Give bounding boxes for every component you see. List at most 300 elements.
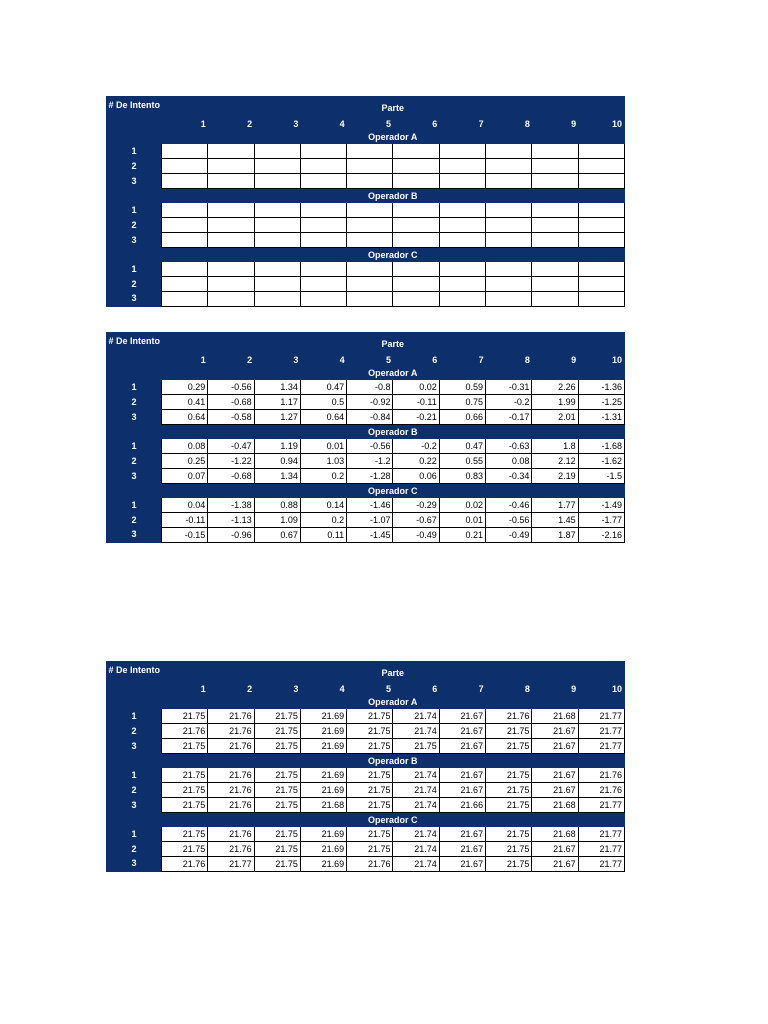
data-cell[interactable]: 0.55 bbox=[439, 454, 485, 469]
data-cell[interactable]: -0.92 bbox=[347, 395, 393, 410]
data-cell[interactable]: 21.75 bbox=[347, 827, 393, 842]
data-cell[interactable] bbox=[439, 262, 485, 277]
data-cell[interactable] bbox=[439, 292, 485, 307]
data-cell[interactable] bbox=[208, 233, 254, 248]
data-cell[interactable]: 21.75 bbox=[162, 709, 208, 724]
data-cell[interactable] bbox=[393, 203, 439, 218]
data-cell[interactable]: 21.75 bbox=[486, 724, 532, 739]
data-cell[interactable]: 21.76 bbox=[208, 739, 254, 754]
data-cell[interactable]: 21.68 bbox=[532, 827, 578, 842]
data-cell[interactable] bbox=[208, 277, 254, 292]
data-cell[interactable]: 0.94 bbox=[254, 454, 300, 469]
attempt-number-header: # De Intento bbox=[107, 662, 162, 696]
data-cell[interactable]: 21.67 bbox=[532, 857, 578, 872]
data-cell[interactable] bbox=[254, 233, 300, 248]
attempt-number-header: # De Intento bbox=[107, 97, 162, 131]
data-cell[interactable] bbox=[300, 218, 346, 233]
data-cell[interactable] bbox=[208, 292, 254, 307]
data-cell[interactable]: 21.75 bbox=[347, 798, 393, 813]
data-cell[interactable] bbox=[162, 277, 208, 292]
data-cell[interactable]: 1.34 bbox=[254, 469, 300, 484]
data-cell[interactable]: 21.67 bbox=[439, 783, 485, 798]
data-cell[interactable] bbox=[532, 174, 578, 189]
trials-table-deviations bbox=[106, 332, 625, 543]
data-cell[interactable] bbox=[439, 159, 485, 174]
data-cell[interactable] bbox=[208, 159, 254, 174]
data-cell[interactable] bbox=[208, 203, 254, 218]
part-column-header: 4 bbox=[300, 351, 346, 366]
data-cell[interactable]: 0.5 bbox=[300, 395, 346, 410]
data-cell[interactable]: 21.75 bbox=[486, 857, 532, 872]
data-cell[interactable]: 0.67 bbox=[254, 528, 300, 543]
data-cell[interactable] bbox=[162, 174, 208, 189]
data-cell[interactable] bbox=[578, 262, 624, 277]
data-cell[interactable] bbox=[439, 203, 485, 218]
data-cell[interactable]: 21.67 bbox=[439, 857, 485, 872]
data-cell[interactable]: 21.76 bbox=[208, 827, 254, 842]
attempt-number: 3 bbox=[107, 469, 162, 484]
data-cell[interactable]: -0.21 bbox=[393, 410, 439, 425]
data-cell[interactable]: 21.75 bbox=[486, 783, 532, 798]
data-cell[interactable]: 0.47 bbox=[439, 439, 485, 454]
data-cell[interactable]: 21.76 bbox=[347, 857, 393, 872]
data-cell[interactable]: 21.75 bbox=[254, 724, 300, 739]
operator-label: Operador C bbox=[162, 248, 625, 263]
data-cell[interactable] bbox=[347, 159, 393, 174]
data-cell[interactable]: 21.77 bbox=[578, 739, 624, 754]
data-cell[interactable] bbox=[439, 144, 485, 159]
data-cell[interactable]: 21.67 bbox=[439, 724, 485, 739]
attempt-number-header: # De Intento bbox=[107, 333, 162, 367]
data-cell[interactable] bbox=[578, 174, 624, 189]
table-row bbox=[107, 528, 625, 543]
data-cell[interactable]: 21.67 bbox=[532, 768, 578, 783]
data-cell[interactable]: -1.07 bbox=[347, 513, 393, 528]
data-cell[interactable]: 21.67 bbox=[439, 739, 485, 754]
data-cell[interactable]: 0.59 bbox=[439, 380, 485, 395]
data-cell[interactable]: 21.76 bbox=[208, 783, 254, 798]
data-cell[interactable] bbox=[347, 174, 393, 189]
data-cell[interactable] bbox=[578, 233, 624, 248]
data-cell[interactable]: 21.77 bbox=[578, 842, 624, 857]
data-cell[interactable]: 21.69 bbox=[300, 783, 346, 798]
data-cell[interactable] bbox=[162, 233, 208, 248]
data-cell[interactable]: 21.75 bbox=[254, 739, 300, 754]
data-cell[interactable]: 21.77 bbox=[578, 709, 624, 724]
data-cell[interactable] bbox=[532, 144, 578, 159]
data-cell[interactable]: 21.76 bbox=[208, 798, 254, 813]
data-cell[interactable]: 1.77 bbox=[532, 498, 578, 513]
data-cell[interactable]: 21.75 bbox=[162, 783, 208, 798]
data-cell[interactable]: 21.69 bbox=[300, 827, 346, 842]
data-cell[interactable] bbox=[486, 233, 532, 248]
data-cell[interactable]: 21.74 bbox=[393, 709, 439, 724]
data-cell[interactable]: 0.02 bbox=[393, 380, 439, 395]
data-cell[interactable]: -0.31 bbox=[486, 380, 532, 395]
data-cell[interactable]: -0.96 bbox=[208, 528, 254, 543]
data-cell[interactable]: 21.67 bbox=[439, 827, 485, 842]
data-cell[interactable] bbox=[486, 292, 532, 307]
data-cell[interactable]: -1.38 bbox=[208, 498, 254, 513]
data-cell[interactable]: 1.17 bbox=[254, 395, 300, 410]
data-cell[interactable]: 21.75 bbox=[347, 842, 393, 857]
data-cell[interactable] bbox=[578, 292, 624, 307]
data-cell[interactable] bbox=[347, 203, 393, 218]
data-cell[interactable]: 21.75 bbox=[162, 842, 208, 857]
data-cell[interactable] bbox=[532, 292, 578, 307]
data-cell[interactable]: 0.64 bbox=[162, 410, 208, 425]
data-cell[interactable]: -0.56 bbox=[347, 439, 393, 454]
data-cell[interactable]: -1.22 bbox=[208, 454, 254, 469]
data-cell[interactable]: 21.69 bbox=[300, 739, 346, 754]
data-cell[interactable]: 0.02 bbox=[439, 498, 485, 513]
data-cell[interactable]: 0.25 bbox=[162, 454, 208, 469]
data-cell[interactable]: -0.11 bbox=[162, 513, 208, 528]
data-cell[interactable]: 0.29 bbox=[162, 380, 208, 395]
attempt-number: 3 bbox=[107, 410, 162, 425]
data-cell[interactable]: 21.74 bbox=[393, 857, 439, 872]
data-cell[interactable] bbox=[439, 174, 485, 189]
data-cell[interactable]: 21.75 bbox=[486, 798, 532, 813]
data-cell[interactable] bbox=[162, 292, 208, 307]
data-cell[interactable]: 21.77 bbox=[578, 827, 624, 842]
data-cell[interactable]: 21.76 bbox=[578, 783, 624, 798]
data-cell[interactable]: 1.45 bbox=[532, 513, 578, 528]
data-cell[interactable]: 21.68 bbox=[300, 798, 346, 813]
data-cell[interactable]: 21.77 bbox=[208, 857, 254, 872]
data-cell[interactable]: 21.74 bbox=[393, 827, 439, 842]
data-cell[interactable]: 0.21 bbox=[439, 528, 485, 543]
data-cell[interactable]: -1.62 bbox=[578, 454, 624, 469]
data-cell[interactable]: -0.84 bbox=[347, 410, 393, 425]
data-cell[interactable] bbox=[439, 233, 485, 248]
data-cell[interactable] bbox=[208, 218, 254, 233]
data-cell[interactable]: -1.13 bbox=[208, 513, 254, 528]
data-cell[interactable]: 21.74 bbox=[393, 724, 439, 739]
data-cell[interactable] bbox=[162, 144, 208, 159]
data-cell[interactable]: 21.75 bbox=[347, 739, 393, 754]
data-cell[interactable]: 1.19 bbox=[254, 439, 300, 454]
data-cell[interactable]: -0.68 bbox=[208, 395, 254, 410]
data-cell[interactable] bbox=[532, 277, 578, 292]
data-cell[interactable] bbox=[162, 262, 208, 277]
data-cell[interactable]: 21.75 bbox=[347, 709, 393, 724]
data-cell[interactable]: 21.69 bbox=[300, 724, 346, 739]
data-cell[interactable]: 21.69 bbox=[300, 768, 346, 783]
data-cell[interactable] bbox=[208, 174, 254, 189]
data-cell[interactable]: -1.77 bbox=[578, 513, 624, 528]
data-cell[interactable] bbox=[254, 203, 300, 218]
data-cell[interactable]: -0.2 bbox=[486, 395, 532, 410]
data-cell[interactable]: -0.8 bbox=[347, 380, 393, 395]
data-cell[interactable]: 21.76 bbox=[162, 857, 208, 872]
data-cell[interactable] bbox=[532, 262, 578, 277]
data-cell[interactable]: 21.77 bbox=[578, 857, 624, 872]
data-cell[interactable]: -0.63 bbox=[486, 439, 532, 454]
data-cell[interactable] bbox=[393, 277, 439, 292]
data-cell[interactable]: 0.88 bbox=[254, 498, 300, 513]
data-cell[interactable]: -2.16 bbox=[578, 528, 624, 543]
data-cell[interactable]: 0.64 bbox=[300, 410, 346, 425]
data-cell[interactable]: 21.67 bbox=[532, 739, 578, 754]
data-cell[interactable] bbox=[393, 218, 439, 233]
data-cell[interactable] bbox=[486, 262, 532, 277]
data-cell[interactable]: -0.34 bbox=[486, 469, 532, 484]
data-cell[interactable]: -1.28 bbox=[347, 469, 393, 484]
data-cell[interactable] bbox=[208, 144, 254, 159]
data-cell[interactable]: 21.74 bbox=[393, 842, 439, 857]
part-column-header: 9 bbox=[532, 351, 578, 366]
table-row bbox=[107, 783, 625, 798]
data-cell[interactable]: 21.75 bbox=[393, 739, 439, 754]
data-cell[interactable] bbox=[393, 144, 439, 159]
data-cell[interactable]: 0.01 bbox=[300, 439, 346, 454]
data-cell[interactable]: 21.68 bbox=[532, 709, 578, 724]
data-cell[interactable]: -0.49 bbox=[393, 528, 439, 543]
data-cell[interactable] bbox=[347, 277, 393, 292]
data-cell[interactable]: 21.75 bbox=[486, 739, 532, 754]
part-column-header: 1 bbox=[162, 680, 208, 695]
data-cell[interactable] bbox=[486, 174, 532, 189]
data-cell[interactable]: -0.17 bbox=[486, 410, 532, 425]
data-cell[interactable]: 21.66 bbox=[439, 798, 485, 813]
data-cell[interactable]: 21.67 bbox=[439, 768, 485, 783]
data-cell[interactable] bbox=[254, 292, 300, 307]
data-cell[interactable] bbox=[532, 233, 578, 248]
data-cell[interactable] bbox=[162, 159, 208, 174]
data-cell[interactable] bbox=[393, 262, 439, 277]
data-cell[interactable]: 21.75 bbox=[347, 783, 393, 798]
data-cell[interactable]: -0.47 bbox=[208, 439, 254, 454]
data-cell[interactable] bbox=[486, 159, 532, 174]
data-cell[interactable]: 21.74 bbox=[393, 768, 439, 783]
data-cell[interactable]: 21.69 bbox=[300, 857, 346, 872]
data-cell[interactable] bbox=[532, 159, 578, 174]
data-cell[interactable]: 21.74 bbox=[393, 798, 439, 813]
data-cell[interactable]: 1.87 bbox=[532, 528, 578, 543]
data-cell[interactable] bbox=[532, 203, 578, 218]
data-cell[interactable]: -1.31 bbox=[578, 410, 624, 425]
table-row bbox=[107, 292, 625, 307]
data-cell[interactable] bbox=[254, 144, 300, 159]
data-cell[interactable]: 21.76 bbox=[208, 724, 254, 739]
data-cell[interactable]: 21.76 bbox=[208, 768, 254, 783]
data-cell[interactable]: 21.69 bbox=[300, 842, 346, 857]
data-cell[interactable] bbox=[162, 218, 208, 233]
data-cell[interactable]: 2.01 bbox=[532, 410, 578, 425]
data-cell[interactable] bbox=[486, 144, 532, 159]
data-cell[interactable]: 21.75 bbox=[162, 739, 208, 754]
data-cell[interactable] bbox=[439, 218, 485, 233]
data-cell[interactable]: 21.75 bbox=[254, 709, 300, 724]
data-cell[interactable]: 2.26 bbox=[532, 380, 578, 395]
data-cell[interactable] bbox=[393, 174, 439, 189]
data-cell[interactable]: 21.76 bbox=[162, 724, 208, 739]
data-cell[interactable]: 0.66 bbox=[439, 410, 485, 425]
data-cell[interactable]: 0.04 bbox=[162, 498, 208, 513]
data-cell[interactable]: 21.75 bbox=[162, 798, 208, 813]
data-cell[interactable]: 21.68 bbox=[532, 798, 578, 813]
part-column-header: 3 bbox=[254, 115, 300, 130]
part-column-header: 10 bbox=[578, 680, 624, 695]
data-cell[interactable]: 21.75 bbox=[254, 783, 300, 798]
data-cell[interactable]: 21.75 bbox=[347, 768, 393, 783]
data-cell[interactable]: 21.76 bbox=[578, 768, 624, 783]
data-cell[interactable] bbox=[254, 262, 300, 277]
data-cell[interactable]: 2.12 bbox=[532, 454, 578, 469]
data-cell[interactable]: -0.29 bbox=[393, 498, 439, 513]
data-cell[interactable]: 0.2 bbox=[300, 469, 346, 484]
data-cell[interactable]: 21.75 bbox=[486, 768, 532, 783]
data-cell[interactable]: 21.77 bbox=[578, 724, 624, 739]
data-cell[interactable]: 0.06 bbox=[393, 469, 439, 484]
data-cell[interactable]: 0.14 bbox=[300, 498, 346, 513]
data-cell[interactable] bbox=[300, 233, 346, 248]
data-cell[interactable]: -1.2 bbox=[347, 454, 393, 469]
data-cell[interactable]: -1.45 bbox=[347, 528, 393, 543]
data-cell[interactable]: 0.11 bbox=[300, 528, 346, 543]
data-cell[interactable]: 0.07 bbox=[162, 469, 208, 484]
data-cell[interactable] bbox=[254, 218, 300, 233]
data-cell[interactable]: 0.41 bbox=[162, 395, 208, 410]
data-cell[interactable] bbox=[578, 203, 624, 218]
data-cell[interactable]: 21.75 bbox=[254, 842, 300, 857]
data-cell[interactable] bbox=[347, 292, 393, 307]
data-cell[interactable] bbox=[347, 233, 393, 248]
data-cell[interactable]: -0.11 bbox=[393, 395, 439, 410]
data-cell[interactable] bbox=[347, 262, 393, 277]
data-cell[interactable]: -0.15 bbox=[162, 528, 208, 543]
data-cell[interactable] bbox=[300, 262, 346, 277]
data-cell[interactable]: 0.22 bbox=[393, 454, 439, 469]
data-cell[interactable]: 21.75 bbox=[254, 768, 300, 783]
data-cell[interactable] bbox=[532, 218, 578, 233]
data-cell[interactable] bbox=[393, 233, 439, 248]
data-cell[interactable] bbox=[300, 292, 346, 307]
data-cell[interactable]: -1.5 bbox=[578, 469, 624, 484]
attempt-number: 2 bbox=[107, 218, 162, 233]
data-cell[interactable] bbox=[162, 203, 208, 218]
data-cell[interactable]: 0.01 bbox=[439, 513, 485, 528]
data-cell[interactable] bbox=[578, 159, 624, 174]
data-cell[interactable]: 1.09 bbox=[254, 513, 300, 528]
data-cell[interactable]: 21.77 bbox=[578, 798, 624, 813]
data-cell[interactable]: -1.36 bbox=[578, 380, 624, 395]
data-cell[interactable]: 21.76 bbox=[208, 709, 254, 724]
data-cell[interactable]: 21.75 bbox=[486, 827, 532, 842]
data-cell[interactable] bbox=[578, 218, 624, 233]
data-cell[interactable]: 21.75 bbox=[254, 798, 300, 813]
data-cell[interactable]: 1.8 bbox=[532, 439, 578, 454]
attempt-number: 1 bbox=[107, 498, 162, 513]
data-cell[interactable]: 21.67 bbox=[532, 842, 578, 857]
data-cell[interactable] bbox=[300, 203, 346, 218]
data-cell[interactable]: -1.46 bbox=[347, 498, 393, 513]
data-cell[interactable] bbox=[347, 218, 393, 233]
data-cell[interactable]: 0.83 bbox=[439, 469, 485, 484]
data-cell[interactable]: 21.75 bbox=[347, 724, 393, 739]
data-cell[interactable]: 0.08 bbox=[162, 439, 208, 454]
table-row bbox=[107, 380, 625, 395]
data-cell[interactable]: -1.68 bbox=[578, 439, 624, 454]
data-cell[interactable]: 21.75 bbox=[254, 827, 300, 842]
data-cell[interactable]: 21.74 bbox=[393, 783, 439, 798]
data-cell[interactable]: -0.67 bbox=[393, 513, 439, 528]
data-cell[interactable]: 0.47 bbox=[300, 380, 346, 395]
attempt-number: 2 bbox=[107, 513, 162, 528]
data-cell[interactable]: -0.56 bbox=[208, 380, 254, 395]
part-column-header: 6 bbox=[393, 115, 439, 130]
data-cell[interactable] bbox=[300, 159, 346, 174]
data-cell[interactable]: 21.76 bbox=[208, 842, 254, 857]
data-cell[interactable]: -0.56 bbox=[486, 513, 532, 528]
data-cell[interactable]: -0.68 bbox=[208, 469, 254, 484]
data-cell[interactable]: 2.19 bbox=[532, 469, 578, 484]
data-cell[interactable] bbox=[254, 277, 300, 292]
part-column-header: 2 bbox=[208, 680, 254, 695]
data-cell[interactable]: 21.75 bbox=[162, 768, 208, 783]
data-cell[interactable] bbox=[254, 159, 300, 174]
table-row bbox=[107, 498, 625, 513]
attempt-number: 3 bbox=[107, 292, 162, 307]
data-cell[interactable]: 21.75 bbox=[254, 857, 300, 872]
data-cell[interactable]: 0.08 bbox=[486, 454, 532, 469]
data-cell[interactable]: 21.67 bbox=[439, 842, 485, 857]
data-cell[interactable] bbox=[393, 292, 439, 307]
data-cell[interactable] bbox=[300, 277, 346, 292]
data-cell[interactable]: -1.49 bbox=[578, 498, 624, 513]
data-cell[interactable] bbox=[486, 218, 532, 233]
data-cell[interactable]: 21.75 bbox=[162, 827, 208, 842]
data-cell[interactable] bbox=[347, 144, 393, 159]
part-header: Parte bbox=[162, 97, 625, 116]
data-cell[interactable] bbox=[439, 277, 485, 292]
data-cell[interactable]: 1.99 bbox=[532, 395, 578, 410]
data-cell[interactable]: 0.2 bbox=[300, 513, 346, 528]
data-cell[interactable]: 21.76 bbox=[486, 709, 532, 724]
data-cell[interactable] bbox=[486, 203, 532, 218]
data-cell[interactable] bbox=[393, 159, 439, 174]
data-cell[interactable]: 1.27 bbox=[254, 410, 300, 425]
data-cell[interactable]: 1.34 bbox=[254, 380, 300, 395]
table-row bbox=[107, 709, 625, 724]
part-column-header: 7 bbox=[439, 115, 485, 130]
data-cell[interactable]: 21.67 bbox=[532, 724, 578, 739]
data-cell[interactable] bbox=[208, 262, 254, 277]
data-cell[interactable]: -0.58 bbox=[208, 410, 254, 425]
data-cell[interactable]: 0.75 bbox=[439, 395, 485, 410]
data-cell[interactable]: -1.25 bbox=[578, 395, 624, 410]
data-cell[interactable] bbox=[486, 277, 532, 292]
attempt-number: 2 bbox=[107, 159, 162, 174]
data-cell[interactable] bbox=[300, 174, 346, 189]
table-row bbox=[107, 233, 625, 248]
data-cell[interactable]: 21.69 bbox=[300, 709, 346, 724]
data-cell[interactable]: -0.2 bbox=[393, 439, 439, 454]
data-cell[interactable]: 21.67 bbox=[532, 783, 578, 798]
data-cell[interactable]: -0.46 bbox=[486, 498, 532, 513]
data-cell[interactable]: 1.03 bbox=[300, 454, 346, 469]
data-cell[interactable] bbox=[300, 144, 346, 159]
data-cell[interactable]: 21.75 bbox=[486, 842, 532, 857]
data-cell[interactable] bbox=[254, 174, 300, 189]
data-cell[interactable] bbox=[578, 144, 624, 159]
data-cell[interactable]: -0.49 bbox=[486, 528, 532, 543]
data-cell[interactable] bbox=[578, 277, 624, 292]
part-column-header: 3 bbox=[254, 351, 300, 366]
data-cell[interactable]: 21.67 bbox=[439, 709, 485, 724]
part-column-header: 7 bbox=[439, 680, 485, 695]
